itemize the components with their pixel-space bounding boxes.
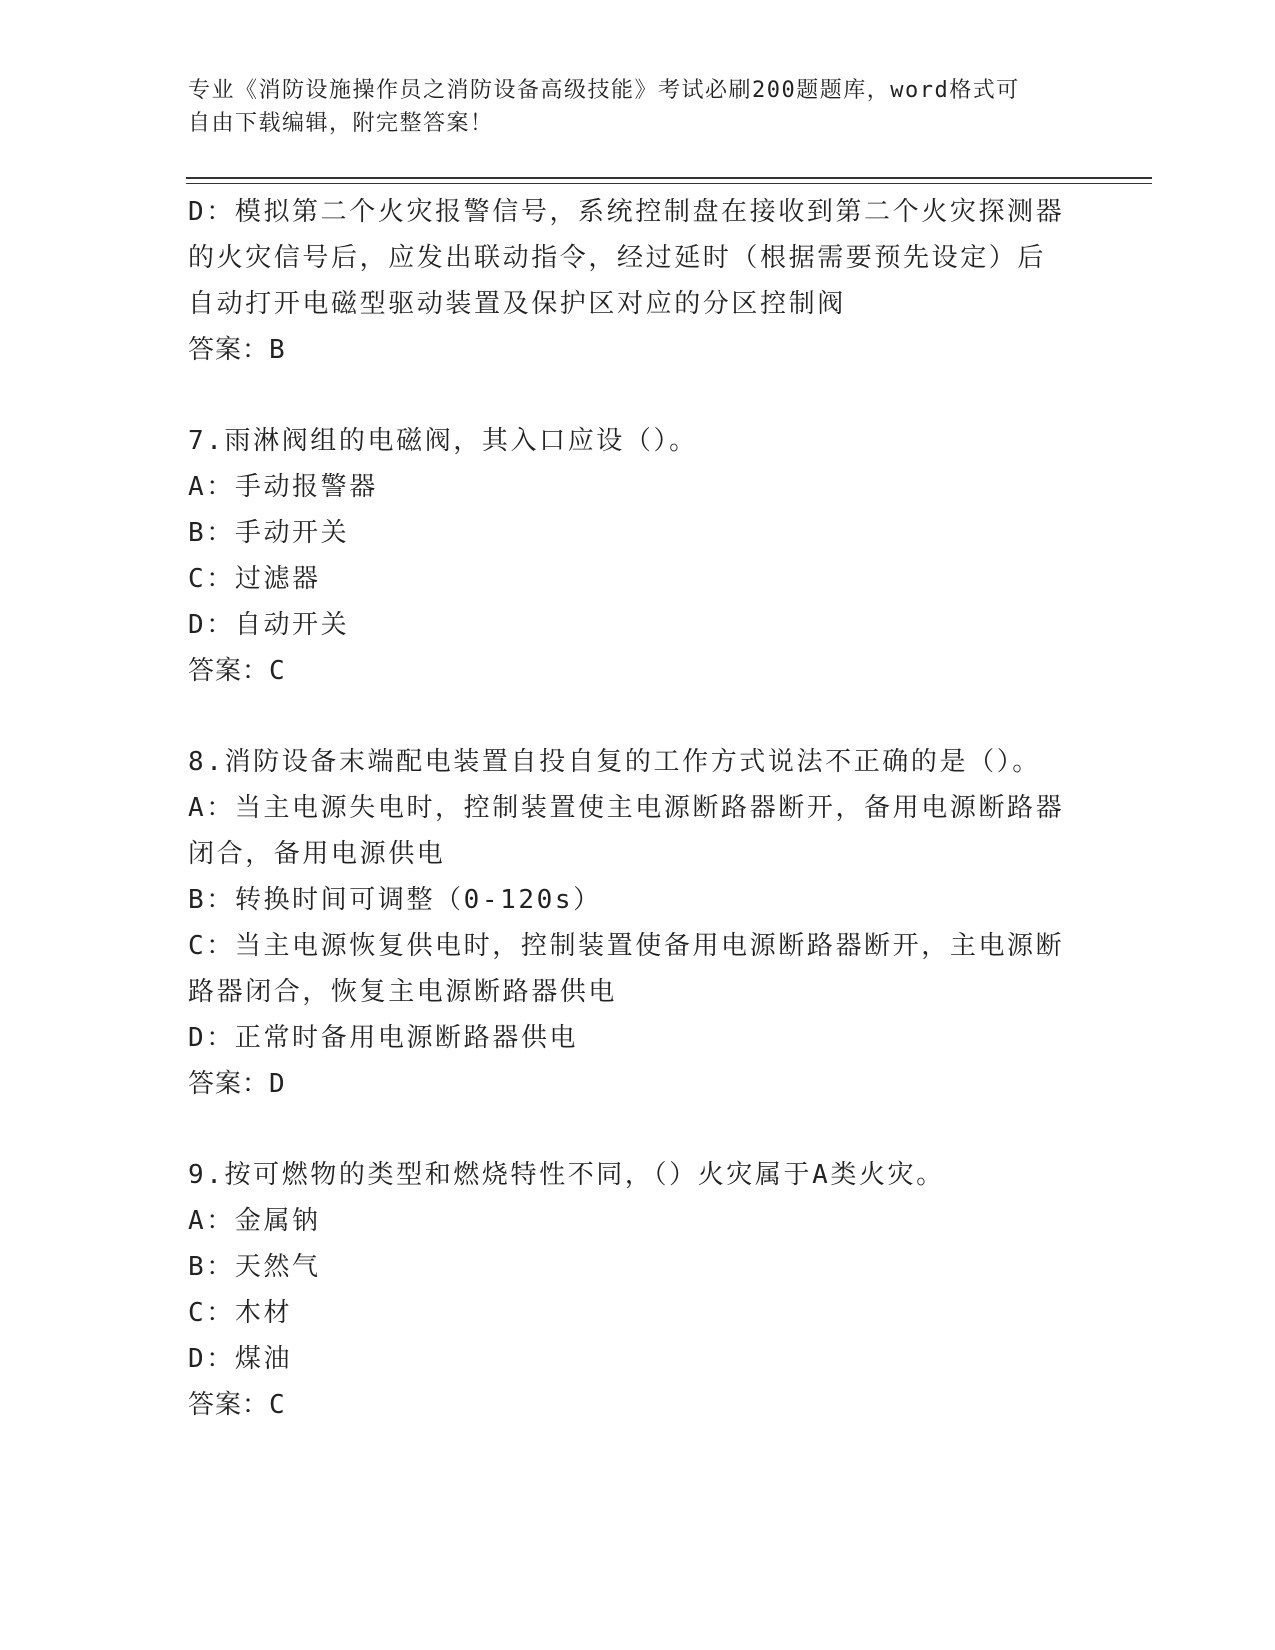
option-a-line: A：当主电源失电时，控制装置使主电源断路器断开，备用电源断路器 bbox=[188, 793, 1065, 823]
question-stem: 9.按可燃物的类型和燃烧特性不同，（）火灾属于A类火灾。 bbox=[188, 1160, 945, 1190]
option-d: D：自动开关 bbox=[188, 610, 350, 640]
option-b: B：转换时间可调整（0-120s） bbox=[188, 885, 602, 915]
header-line-1: 专业《消防设施操作员之消防设备高级技能》考试必刷200题题库，word格式可 bbox=[188, 78, 1020, 103]
option-b: B：手动开关 bbox=[188, 518, 350, 548]
option-d-line: 自动打开电磁型驱动装置及保护区对应的分区控制阀 bbox=[188, 289, 846, 319]
question-stem: 7.雨淋阀组的电磁阀，其入口应设（）。 bbox=[188, 426, 698, 456]
option-c-line: C：当主电源恢复供电时，控制装置使备用电源断路器断开，主电源断 bbox=[188, 931, 1065, 961]
option-d: D：正常时备用电源断路器供电 bbox=[188, 1023, 579, 1053]
header-line-2: 自由下载编辑，附完整答案！ bbox=[188, 111, 494, 136]
option-d: D：煤油 bbox=[188, 1344, 293, 1374]
question-6-tail bbox=[188, 189, 1088, 373]
answer-line: 答案：C bbox=[188, 656, 286, 686]
option-c: C：过滤器 bbox=[188, 564, 321, 594]
option-d-line: 的火灾信号后，应发出联动指令，经过延时（根据需要预先设定）后 bbox=[188, 243, 1047, 273]
document-header bbox=[188, 74, 1068, 140]
option-c-line: 路器闭合，恢复主电源断路器供电 bbox=[188, 977, 618, 1007]
option-a: A：手动报警器 bbox=[188, 472, 378, 502]
option-a: A：金属钠 bbox=[188, 1206, 321, 1236]
header-divider-thin bbox=[186, 183, 1152, 184]
option-b: B：天然气 bbox=[188, 1252, 321, 1282]
answer-line: 答案：D bbox=[188, 1069, 286, 1099]
header-divider-thick bbox=[186, 177, 1152, 179]
option-c: C：木材 bbox=[188, 1298, 293, 1328]
question-content bbox=[188, 189, 1088, 1428]
question-9 bbox=[188, 1152, 1088, 1428]
question-7 bbox=[188, 418, 1088, 694]
option-a-line: 闭合，备用电源供电 bbox=[188, 839, 446, 869]
question-stem: 8.消防设备末端配电装置自投自复的工作方式说法不正确的是（）。 bbox=[188, 747, 1041, 777]
question-8 bbox=[188, 739, 1088, 1107]
option-d-line: D：模拟第二个火灾报警信号，系统控制盘在接收到第二个火灾探测器 bbox=[188, 197, 1065, 227]
answer-line: 答案：C bbox=[188, 1390, 286, 1420]
answer-line: 答案：B bbox=[188, 335, 286, 365]
